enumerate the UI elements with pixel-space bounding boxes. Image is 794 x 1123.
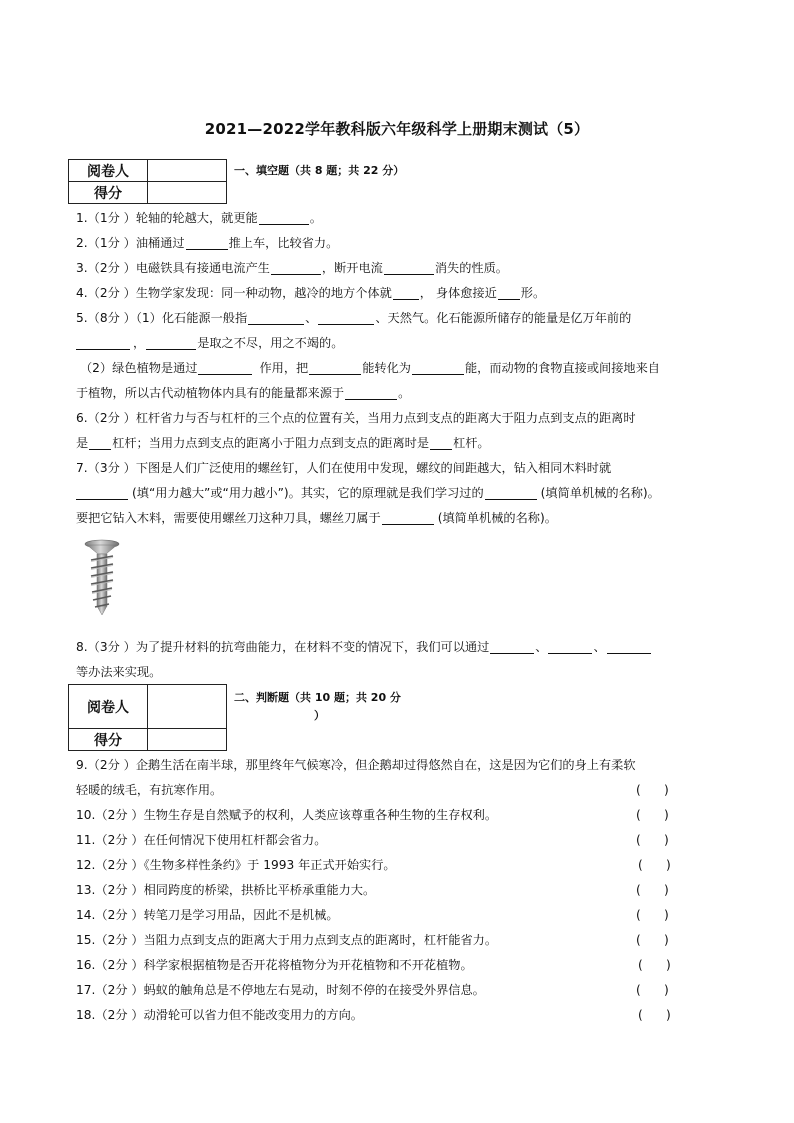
question-17 [76, 978, 726, 1003]
answer-blank[interactable] [89, 435, 111, 450]
answer-blank[interactable] [430, 435, 452, 450]
question-text: 能转化为 [362, 361, 411, 375]
answer-paren[interactable]: ( ) [638, 958, 671, 972]
answer-blank[interactable] [382, 510, 434, 525]
question-text: (填简单机械的名称)。 [540, 486, 660, 500]
answer-paren[interactable]: ( ) [636, 808, 669, 822]
question-text: 、 [593, 640, 606, 654]
question-text: 。 [309, 211, 322, 225]
answer-blank[interactable] [498, 285, 520, 300]
answer-paren[interactable]: ( ) [638, 858, 671, 872]
question-text: 2.（1分 ）油桶通过 [76, 236, 185, 250]
question-text: 4.（2分 ）生物学家发现：同一种动物，越冷的地方个体就 [76, 286, 392, 300]
question-text: 杠杆。 [453, 436, 490, 450]
question-7-line-3 [76, 506, 726, 531]
question-18 [76, 1003, 726, 1028]
answer-blank[interactable] [393, 285, 419, 300]
question-text: 消失的性质。 [434, 261, 508, 275]
question-text: 、 [305, 311, 318, 325]
question-text: 、 [535, 640, 548, 654]
answer-paren[interactable]: ( ) [636, 783, 669, 797]
score-cell [148, 182, 227, 204]
question-8-line-1 [76, 635, 726, 660]
question-text: 14.（2分 ）转笔刀是学习用品，因此不是机械。 [76, 908, 339, 922]
page-title: 2021—2022学年教科版六年级科学上册期末测试（5） [204, 120, 590, 138]
question-text: 10.（2分 ）生物生存是自然赋予的权利，人类应该尊重各种生物的生存权利。 [76, 808, 498, 822]
section-heading-fill: 一、填空题（共 8 题；共 22 分） [234, 164, 405, 177]
answer-blank[interactable] [248, 310, 304, 325]
question-1 [76, 206, 726, 231]
question-3 [76, 256, 726, 281]
answer-paren[interactable]: ( ) [636, 883, 669, 897]
question-text: 3.（2分 ）电磁铁具有接通电流产生 [76, 261, 270, 275]
answer-paren[interactable]: ( ) [636, 908, 669, 922]
question-text: 形。 [520, 286, 546, 300]
question-12 [76, 853, 726, 878]
answer-blank[interactable] [345, 385, 397, 400]
question-text: 于植物，所以古代动植物体内具有的能量都来源于 [76, 386, 345, 400]
question-9-line-1 [76, 753, 726, 778]
question-text: 5.（8分 ）（1）化石能源一般指 [76, 311, 248, 325]
question-11 [76, 828, 726, 853]
answer-blank[interactable] [271, 260, 321, 275]
question-text: 7.（3分 ）下图是人们广泛使用的螺丝钉，人们在使用中发现，螺纹的间距越大，钻入相同木料时就 [76, 461, 612, 475]
answer-blank[interactable] [259, 210, 309, 225]
question-text: 8.（3分 ）为了提升材料的抗弯曲能力，在材料不变的情况下，我们可以通过 [76, 640, 490, 654]
question-15 [76, 928, 726, 953]
answer-blank[interactable] [76, 335, 130, 350]
grader-cell [148, 160, 227, 182]
question-text: 是取之不尽，用之不竭的。 [197, 336, 344, 350]
answer-blank[interactable] [76, 485, 128, 500]
section-heading-judge-close: ） [314, 709, 325, 722]
question-text: （2）绿色植物是通过 [80, 361, 198, 375]
question-5-line-4 [76, 381, 726, 406]
question-text: 是 [76, 436, 89, 450]
answer-blank[interactable] [146, 335, 196, 350]
question-13 [76, 878, 726, 903]
score-label: 得分 [69, 729, 148, 751]
question-text: 杠杆；当用力点到支点的距离小于阻力点到支点的距离时是 [112, 436, 430, 450]
question-text: 能，而动物的食物直接或间接地来自 [464, 361, 660, 375]
question-text: 作用，把 [259, 361, 309, 375]
question-text: 9.（2分 ）企鹅生活在南半球，那里终年气候寒冷，但企鹅却过得悠然自在，这是因为它们的身上有柔软 [76, 758, 636, 772]
question-5-line-3 [80, 356, 730, 381]
question-text: 要把它钻入木料，需要使用螺丝刀这种刀具，螺丝刀属于 [76, 511, 381, 525]
answer-blank[interactable] [186, 235, 228, 250]
question-text: (填“用力越大”或“用力越小”)。其实，它的原理就是我们学习过的 [132, 486, 484, 500]
grader-label: 阅卷人 [69, 160, 148, 182]
answer-paren[interactable]: ( ) [638, 1008, 671, 1022]
grader-label: 阅卷人 [69, 685, 148, 729]
answer-paren[interactable]: ( ) [636, 933, 669, 947]
section-heading-judge: 二、判断题（共 10 题；共 20 分 [234, 691, 401, 704]
answer-paren[interactable]: ( ) [636, 983, 669, 997]
question-text: 1.（1分 ）轮轴的轮越大，就更能 [76, 211, 258, 225]
question-text: 推上车，比较省力。 [228, 236, 339, 250]
question-7-line-1 [76, 456, 726, 481]
question-4 [76, 281, 726, 306]
question-text: (填简单机械的名称)。 [437, 511, 557, 525]
question-text: 11.（2分 ）在任何情况下使用杠杆都会省力。 [76, 833, 327, 847]
question-text: 18.（2分 ）动滑轮可以省力但不能改变用力的方向。 [76, 1008, 363, 1022]
question-5-line-2 [76, 331, 726, 356]
question-6-line-1 [76, 406, 726, 431]
question-text: 轻暖的绒毛，有抗寒作用。 [76, 783, 223, 797]
question-2 [76, 231, 726, 256]
grader-cell [148, 685, 227, 729]
question-text: ， 身体愈接近 [419, 286, 497, 300]
answer-blank[interactable] [309, 360, 361, 375]
answer-blank[interactable] [198, 360, 252, 375]
question-text: 16.（2分 ）科学家根据植物是否开花将植物分为开花植物和不开花植物。 [76, 958, 473, 972]
question-text: 等办法来实现。 [76, 665, 162, 679]
answer-blank[interactable] [548, 639, 592, 654]
question-text: 12.（2分 ）《生物多样性条约》于 1993 年正式开始实行。 [76, 858, 396, 872]
question-10 [76, 803, 726, 828]
answer-blank[interactable] [318, 310, 374, 325]
question-text: 15.（2分 ）当阻力点到支点的距离大于用力点到支点的距离时，杠杆能省力。 [76, 933, 498, 947]
score-table-1 [68, 159, 227, 204]
answer-blank[interactable] [490, 639, 534, 654]
question-8-line-2 [76, 660, 726, 685]
question-16 [76, 953, 726, 978]
answer-paren[interactable]: ( ) [636, 833, 669, 847]
score-cell [148, 729, 227, 751]
question-text: 。 [398, 386, 411, 400]
question-14 [76, 903, 726, 928]
answer-blank[interactable] [485, 485, 537, 500]
question-text: ， [133, 336, 146, 350]
screw-image [82, 538, 122, 616]
question-text: 6.（2分 ）杠杆省力与否与杠杆的三个点的位置有关，当用力点到支点的距离大于阻力点到支点的距离时 [76, 411, 636, 425]
question-text: 13.（2分 ）相同跨度的桥梁，拱桥比平桥承重能力大。 [76, 883, 376, 897]
answer-blank[interactable] [607, 639, 651, 654]
question-text: 、天然气。化石能源所储存的能量是亿万年前的 [375, 311, 632, 325]
question-5-line-1 [76, 306, 726, 331]
question-6-line-2 [76, 431, 726, 456]
answer-blank[interactable] [412, 360, 464, 375]
question-text: 17.（2分 ）蚂蚁的触角总是不停地左右晃动，时刻不停的在接受外界信息。 [76, 983, 485, 997]
answer-blank[interactable] [384, 260, 434, 275]
question-text: ，断开电流 [321, 261, 383, 275]
question-7-line-2 [76, 481, 726, 506]
score-label: 得分 [69, 182, 148, 204]
question-9-line-2 [76, 778, 726, 803]
score-table-2 [68, 684, 227, 751]
